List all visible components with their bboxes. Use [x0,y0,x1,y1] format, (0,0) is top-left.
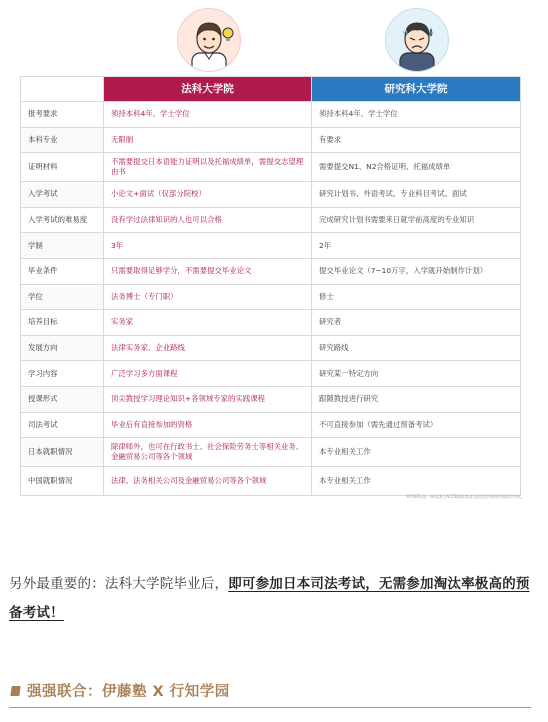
row-label: 发展方向 [21,335,104,361]
table-row [21,153,521,182]
table-row [21,361,521,387]
law-cell: 实务家 [104,310,312,336]
law-cell: 法务博士（专门职） [104,284,312,310]
grad-cell: 研究计划书、外语考试、专业科目考试、面试 [312,182,521,208]
law-cell: 只需要取得足够学分，不需要提交毕业论文 [104,258,312,284]
header-blank [21,77,104,102]
grad-cell: 研究者 [312,310,521,336]
table-row [21,258,521,284]
law-cell: 无限制 [104,127,312,153]
grad-cell: 须持本科4年、学士学位 [312,102,521,128]
table-row [21,182,521,208]
happy-student-lightbulb-icon [177,8,241,72]
grad-cell: 修士 [312,284,521,310]
row-label: 入学考试 [21,182,104,208]
row-label: 毕业条件 [21,258,104,284]
row-label: 学位 [21,284,104,310]
law-cell: 没有学过法律知识的人也可以合格 [104,207,312,233]
table-row [21,207,521,233]
grad-cell: 完成研究计划书需要来日就学前高度的专业知识 [312,207,521,233]
row-label: 培养目标 [21,310,104,336]
section-heading [9,677,531,708]
table-row [21,335,521,361]
worried-student-sweat-icon [385,8,449,72]
table-footnote: ※TOEFL是一种以国主ACCE国际教育交流协会和海外测试的考试。 [406,494,525,499]
table-row [21,467,521,496]
table-row [21,102,521,128]
grad-cell: 研究某一特定方向 [312,361,521,387]
section-bullet-icon [10,686,20,696]
law-cell: 法律实务家、企业路线 [104,335,312,361]
table-row [21,412,521,438]
law-cell: 不需要提交日本语能力证明以及托福成绩单，需提交志望理由书 [104,153,312,182]
table-row [21,438,521,467]
table-row [21,310,521,336]
law-cell: 广泛学习多方面课程 [104,361,312,387]
header-law-school: 法科大学院 [104,77,312,102]
law-cell: 3年 [104,233,312,259]
row-label: 学习内容 [21,361,104,387]
grad-cell: 有要求 [312,127,521,153]
row-label: 报考要求 [21,102,104,128]
body-paragraph [9,570,537,628]
table-row [21,233,521,259]
table-row [21,284,521,310]
grad-cell: 提交毕业论文（7~10万字，入学就开始制作计划） [312,258,521,284]
paragraph-emphasis: 即可参加日本司法考试，无需参加淘汰率极高的预备考试！ [9,576,530,621]
grad-cell: 本专业相关工作 [312,438,521,467]
table-header-row [21,77,521,102]
paragraph-lead: 另外最重要的：法科大学院毕业后， [9,576,229,592]
grad-cell: 2年 [312,233,521,259]
row-label: 本科专业 [21,127,104,153]
law-cell: 顶尖教授学习理论知识+各领域专家的实践课程 [104,386,312,412]
row-label: 证明材料 [21,153,104,182]
header-illustrations [0,8,548,76]
table-row [21,386,521,412]
row-label: 授课形式 [21,386,104,412]
law-cell: 须持本科4年、学士学位 [104,102,312,128]
law-cell: 毕业后有直接参加的资格 [104,412,312,438]
header-graduate-school: 研究科大学院 [312,77,521,102]
section-title: 强强联合：伊藤塾 X 行知学园 [27,684,230,700]
table-row [21,127,521,153]
grad-cell: 跟随教授进行研究 [312,386,521,412]
row-label: 中国就职情况 [21,467,104,496]
row-label: 学制 [21,233,104,259]
row-label: 日本就职情况 [21,438,104,467]
law-cell: 除律师外，也可在行政书士、社会保险劳务士等相关业务、金融贸易公司等各个领域 [104,438,312,467]
grad-cell: 本专业相关工作 [312,467,521,496]
grad-cell: 需要提交N1、N2合格证明、托福成绩单 [312,153,521,182]
law-cell: 小论文+面试（仅部分院校） [104,182,312,208]
grad-cell: 不可直接参加（需先通过预备考试） [312,412,521,438]
row-label: 入学考试的难易度 [21,207,104,233]
law-cell: 法律、法务相关公司及金融贸易公司等各个领域 [104,467,312,496]
grad-cell: 研究路线 [312,335,521,361]
row-label: 司法考试 [21,412,104,438]
comparison-table [20,76,521,496]
